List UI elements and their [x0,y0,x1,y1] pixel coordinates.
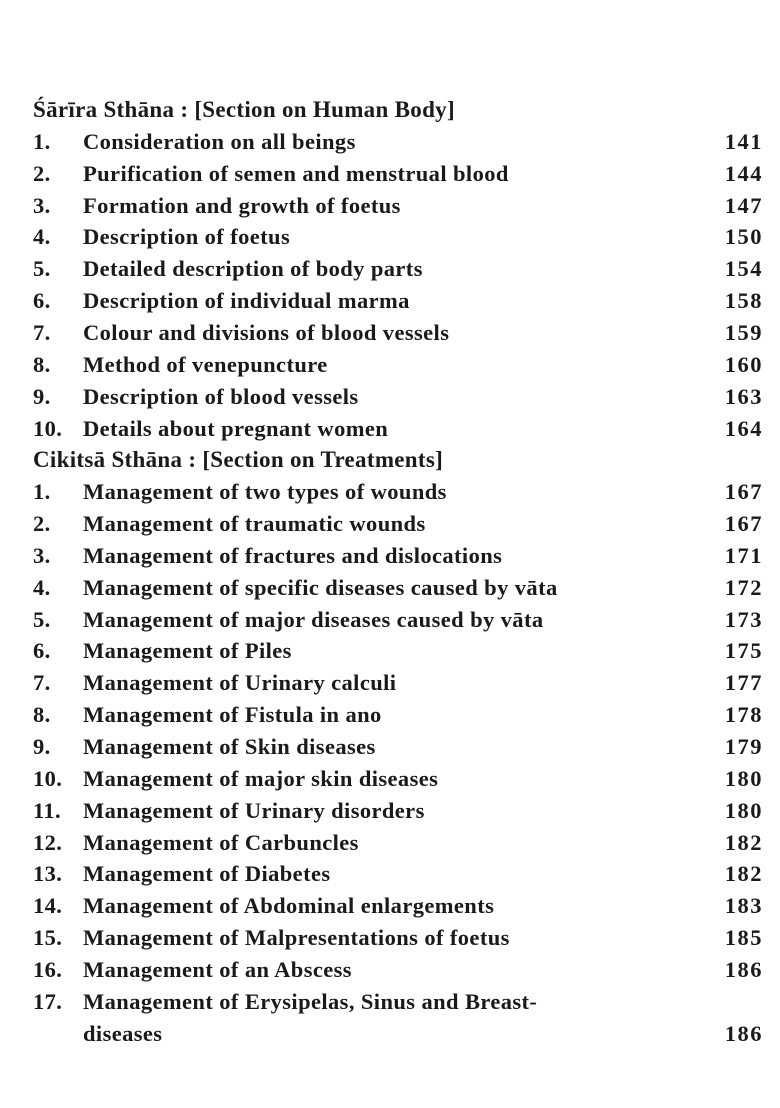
entry-title: Consideration on all beings [83,128,356,154]
entry-number: 9. [33,383,51,409]
toc-entry [0,986,780,1018]
toc-entry [0,699,780,731]
entry-page: 175 [724,638,763,664]
entry-page: 180 [724,765,763,791]
toc-entry [0,126,780,158]
entry-page: 144 [724,160,763,186]
entry-number: 5. [33,606,51,632]
entry-page: 179 [724,734,763,759]
entry-title: Management of major diseases caused by vāta [83,606,544,632]
entry-title: Management of traumatic wounds [83,511,426,537]
entry-title: Management of Diabetes [83,861,331,887]
entry-title: Management of Fistula in ano [83,702,382,728]
entry-number: 10. [33,765,63,791]
entry-title: Description of blood vessels [83,383,359,409]
toc-entry [0,1018,780,1045]
entry-number: 15. [33,925,63,951]
toc-entry [0,763,780,795]
entry-number: 12. [33,829,63,855]
entry-page: 163 [724,383,763,409]
toc-entry [0,381,780,413]
entry-page: 186 [724,956,763,982]
toc-entry [0,540,780,572]
entry-page: 154 [724,256,763,282]
toc-entry [0,954,780,986]
entry-title: Management of Urinary calculi [83,670,397,696]
entry-number: 14. [33,893,63,919]
entry-number: 7. [33,319,51,345]
toc-entry [0,667,780,699]
entry-title: Management of an Abscess [83,956,352,982]
section-heading [0,444,780,476]
entry-title: Management of Urinary disorders [83,797,425,823]
toc-entry [0,572,780,604]
toc-entry [0,922,780,954]
entry-title: Purification of semen and menstrual blood [83,160,509,186]
entry-page: 147 [724,192,763,218]
entry-number: 3. [33,542,51,568]
entry-page: 158 [724,288,763,314]
entry-number: 13. [33,861,63,887]
entry-page: 171 [724,542,763,568]
entry-page: 167 [724,511,763,537]
entry-number: 8. [33,702,51,728]
entry-page: 178 [724,702,763,728]
section-heading-text: Cikitsā Sthāna : [Section on Treatments] [33,447,444,473]
entry-number: 8. [33,351,51,377]
entry-number: 6. [33,288,51,314]
entry-page: 167 [724,479,763,505]
toc-entry [0,604,780,636]
entry-title: Management of Abdominal enlargements [83,893,495,919]
toc-entry [0,731,780,763]
entry-number: 3. [33,192,51,218]
toc-entry [0,253,780,285]
toc-entry [0,476,780,508]
entry-title: Colour and divisions of blood vessels [83,319,450,345]
toc-entry [0,890,780,922]
entry-page: 186 [724,1020,763,1045]
entry-title: Description of foetus [83,224,291,250]
entry-title: Management of Piles [83,638,292,664]
entry-page: 182 [724,861,763,887]
entry-title: Detailed description of body parts [83,256,423,282]
entry-title: Formation and growth of foetus [83,192,401,218]
toc-entry [0,858,780,890]
toc-entry [0,190,780,222]
toc-entry [0,221,780,253]
entry-page: 159 [724,319,763,345]
entry-title: Management of specific diseases caused by vāta [83,574,558,600]
entry-title: Management of two types of wounds [83,479,447,505]
section-heading [0,94,780,126]
entry-number: 17. [33,988,63,1014]
entry-title: Method of venepuncture [83,351,328,377]
entry-title: Management of Malpresentations of foetus [83,925,510,951]
toc-entry [0,508,780,540]
entry-title: Management of Erysipelas, Sinus and Breast- [83,988,538,1014]
entry-number: 1. [33,128,51,154]
toc-entry [0,635,780,667]
entry-title: Management of fractures and dislocations [83,542,503,568]
entry-number: 16. [33,956,63,982]
entry-page: 182 [724,829,763,855]
toc-entry [0,795,780,827]
entry-number: 5. [33,256,51,282]
toc-entry [0,349,780,381]
entry-number: 7. [33,670,51,696]
entry-number: 11. [33,797,62,823]
entry-title: Management of Carbuncles [83,829,359,855]
entry-number: 10. [33,415,63,441]
entry-page: 141 [724,128,763,154]
entry-page: 185 [724,925,763,951]
entry-number: 4. [33,574,51,600]
entry-page: 173 [724,606,763,632]
toc-entry [0,285,780,317]
entry-title: Management of major skin diseases [83,765,439,791]
entry-number: 2. [33,511,51,537]
entry-page: 180 [724,797,763,823]
toc-entry [0,413,780,445]
entry-number: 9. [33,734,51,759]
toc-entry [0,827,780,859]
entry-number: 2. [33,160,51,186]
entry-title: Management of Skin diseases [83,734,376,759]
toc-entry [0,317,780,349]
toc-entry [0,158,780,190]
entry-page: 164 [724,415,763,441]
entry-number: 1. [33,479,51,505]
section-heading-text: Śārīra Sthāna : [Section on Human Body] [33,97,455,122]
entry-number: 6. [33,638,51,664]
entry-page: 160 [724,351,763,377]
entry-page: 183 [724,893,763,919]
entry-title: Details about pregnant women [83,415,389,441]
entry-number: 4. [33,224,51,250]
entry-page: 177 [724,670,763,696]
entry-title: Description of individual marma [83,288,410,314]
entry-title: diseases [83,1020,163,1045]
entry-page: 172 [724,574,763,600]
entry-page: 150 [724,224,763,250]
